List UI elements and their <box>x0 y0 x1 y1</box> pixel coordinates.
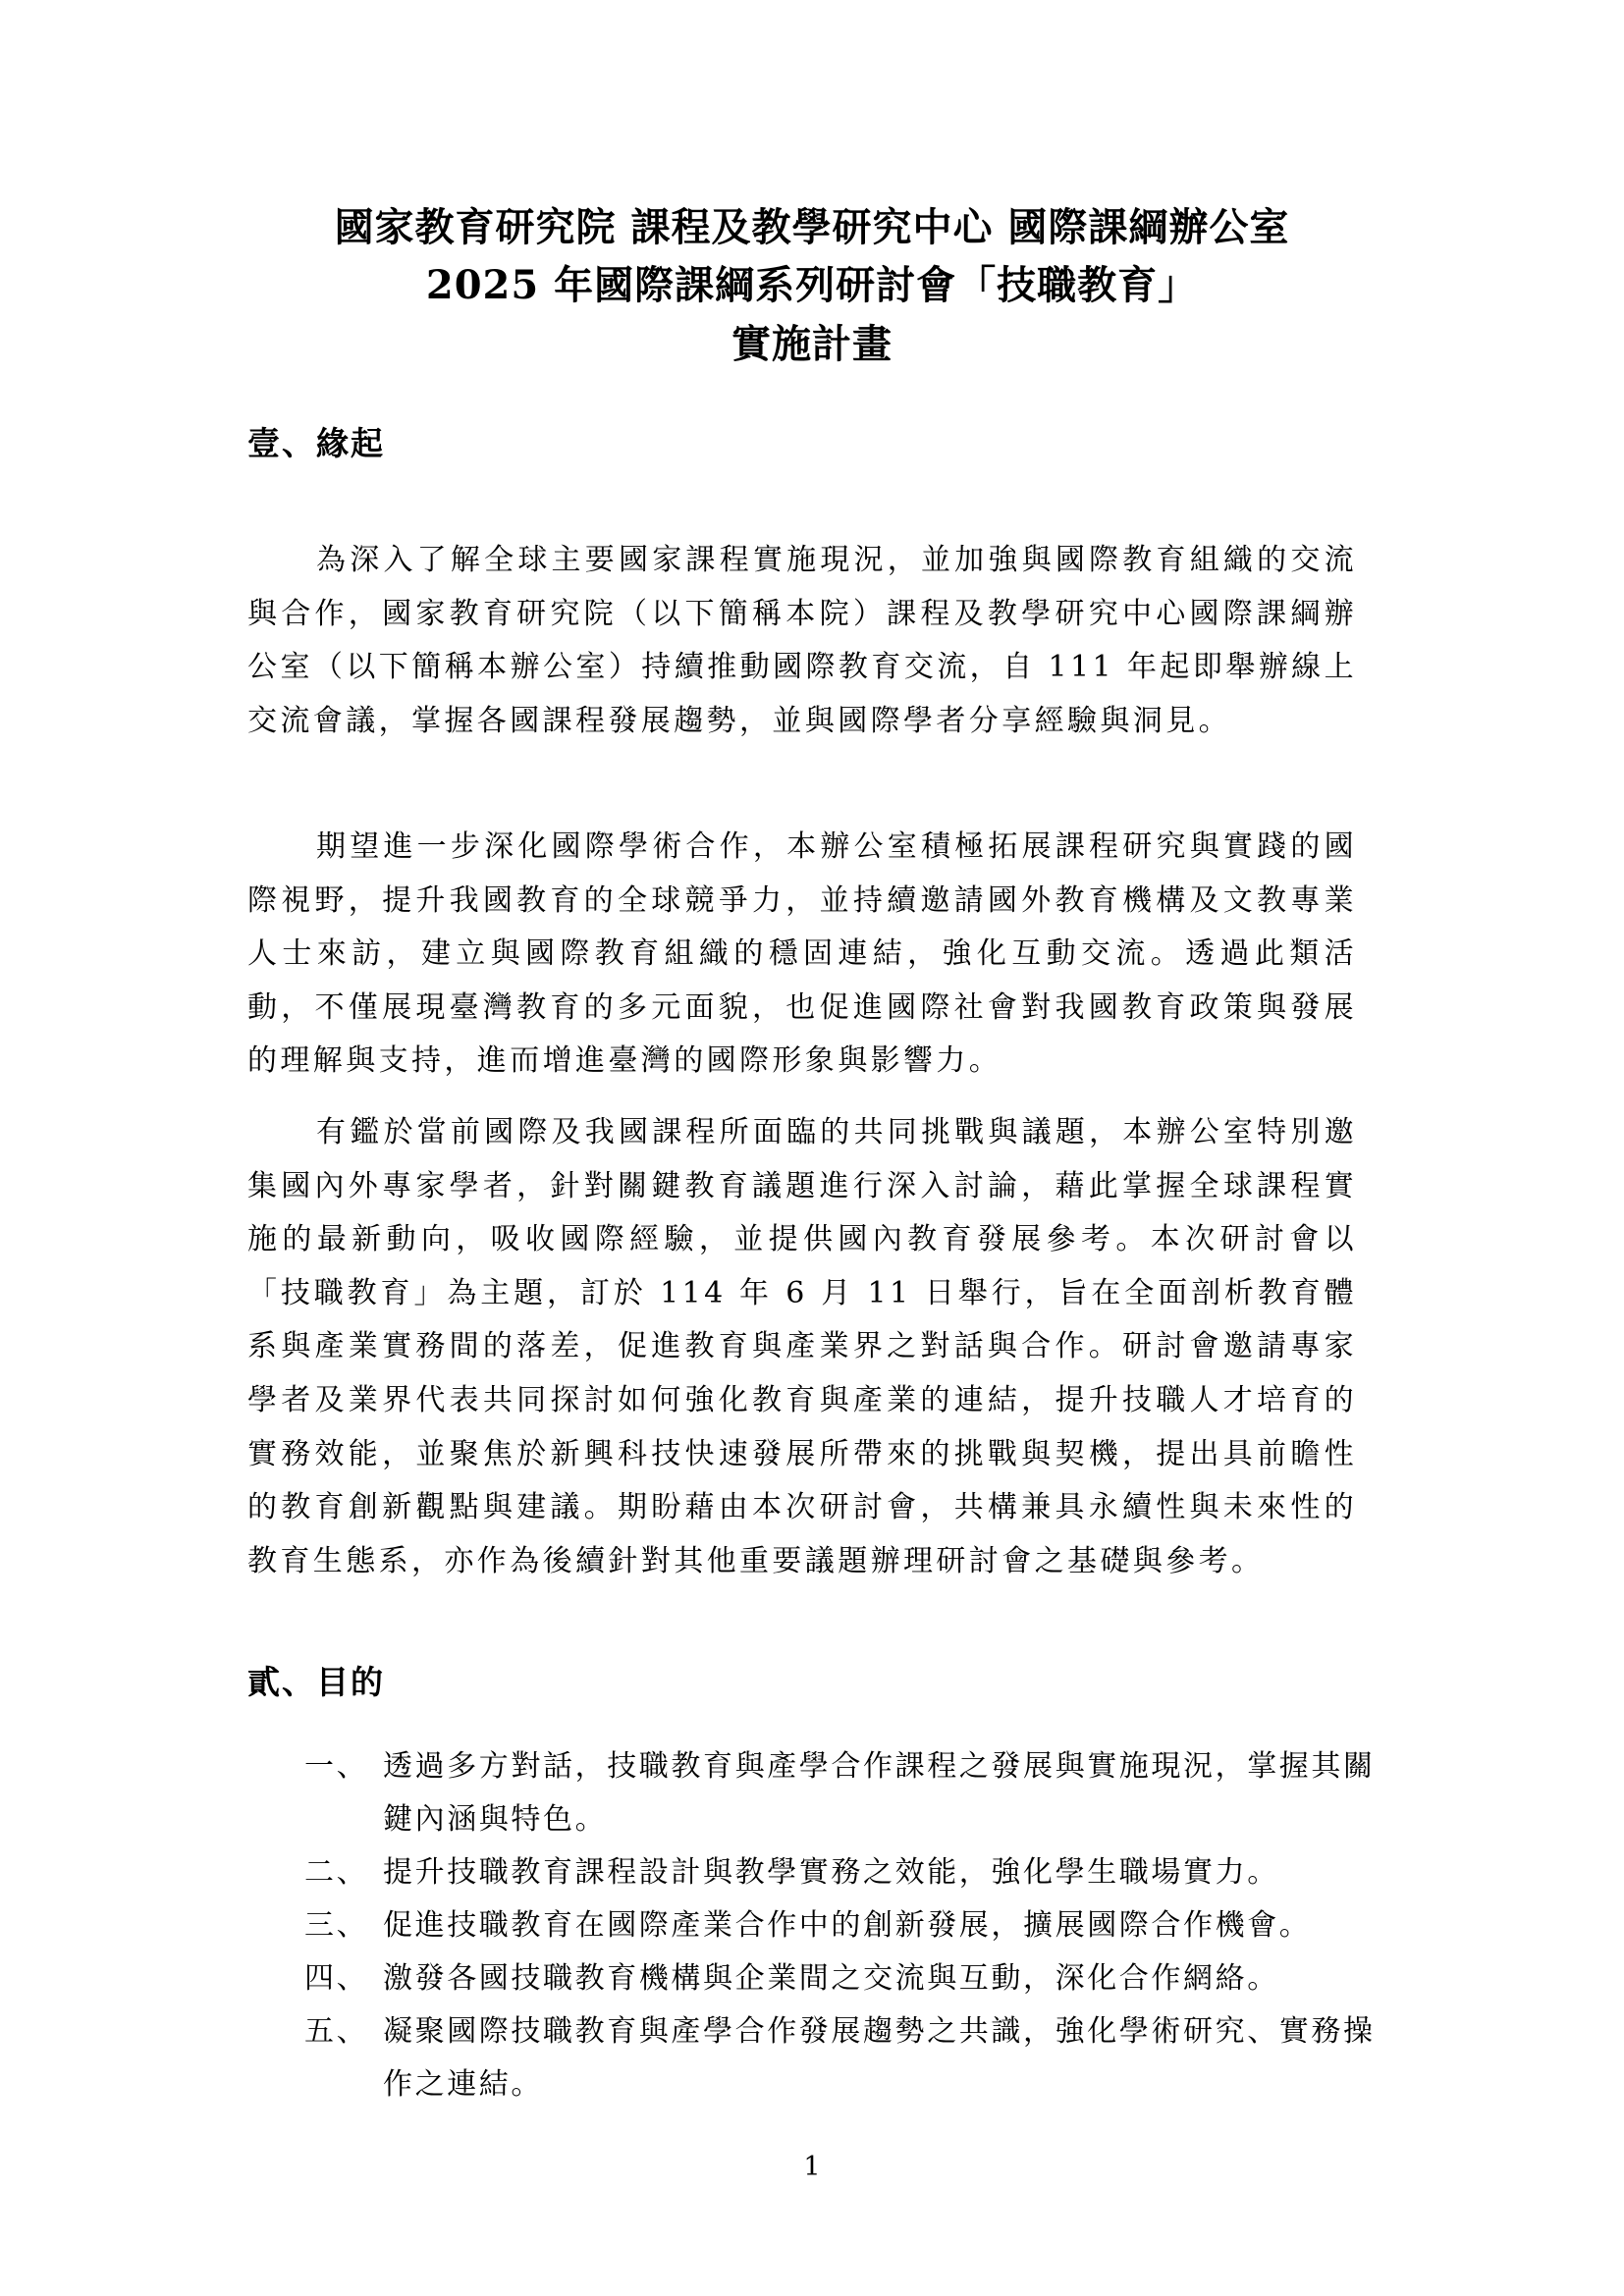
section-heading-purpose: 貳、目的 <box>247 1663 385 1701</box>
purpose-item-number: 四、 <box>304 1961 369 1996</box>
origin-paragraph-3: 有鑑於當前國際及我國課程所面臨的共同挑戰與議題，本辦公室特別邀集國內外專家學者，針對關鍵教育議題進行深入討論，藉此掌握全球課程實施的最新動向，吸收國際經驗，並提供國內教育發展參考。本次研討會以「技職教育」為主題，訂於 114 年 6 月 11 日舉行，旨在全面剖析教育體系與產業實務間的落差，促進教育與產業界之對話與合作。研討會邀請專家學者及業界代表共同探討如何強化教育與產業的連結，提升技職人才培育的實務效能，並聚焦於新興科技快速發展所帶來的挑戰與契機，提出具前瞻性的教育創新觀點與建議。期盼藉由本次研討會，共構兼具永續性與未來性的教育生態系，亦作為後續針對其他重要議題辦理研討會之基礎與參考。 <box>247 1115 1357 1578</box>
purpose-list <box>304 1740 1394 2111</box>
purpose-item-number: 二、 <box>304 1855 369 1890</box>
purpose-item-text: 透過多方對話，技職教育與產學合作課程之發展與實施現況，掌握其關鍵內涵與特色。 <box>383 1749 1376 1837</box>
purpose-item-number: 一、 <box>304 1749 369 1784</box>
purpose-item <box>304 1846 1394 1899</box>
origin-paragraph-2: 期望進一步深化國際學術合作，本辦公室積極拓展課程研究與實踐的國際視野，提升我國教育的全球競爭力，並持續邀請國外教育機構及文教專業人士來訪，建立與國際教育組織的穩固連結，強化互動交流。透過此類活動，不僅展現臺灣教育的多元面貌，也促進國際社會對我國教育政策與發展的理解與支持，進而增進臺灣的國際形象與影響力。 <box>247 829 1357 1079</box>
purpose-item <box>304 1740 1394 1846</box>
purpose-item-text: 凝聚國際技職教育與產學合作發展趨勢之共識，強化學術研究、實務操作之連結。 <box>383 2014 1376 2102</box>
purpose-item-text: 促進技職教育在國際產業合作中的創新發展，擴展國際合作機會。 <box>383 1908 1312 1943</box>
purpose-item <box>304 1952 1394 2005</box>
page-number: 1 <box>803 2152 821 2182</box>
document-title-organization: 國家教育研究院 課程及教學研究中心 國際課綱辦公室 <box>334 204 1290 250</box>
purpose-item-text: 提升技職教育課程設計與教學實務之效能，強化學生職場實力。 <box>383 1855 1279 1890</box>
purpose-item <box>304 2005 1394 2111</box>
origin-paragraph-1: 為深入了解全球主要國家課程實施現況，並加強與國際教育組織的交流與合作，國家教育研究院（以下簡稱本院）課程及教學研究中心國際課綱辦公室（以下簡稱本辦公室）持續推動國際教育交流，自 111 年起即舉辦線上交流會議，掌握各國課程發展趨勢，並與國際學者分享經驗與洞見。 <box>247 543 1357 738</box>
document-title-plan: 實施計畫 <box>731 321 893 367</box>
purpose-item-number: 三、 <box>304 1908 369 1943</box>
purpose-item <box>304 1899 1394 1952</box>
document-title-event: 2025 年國際課綱系列研討會「技職教育」 <box>425 262 1199 308</box>
purpose-item-text: 激發各國技職教育機構與企業間之交流與互動，深化合作網絡。 <box>383 1961 1279 1996</box>
section-heading-origin: 壹、緣起 <box>247 424 385 462</box>
purpose-item-number: 五、 <box>304 2014 369 2049</box>
